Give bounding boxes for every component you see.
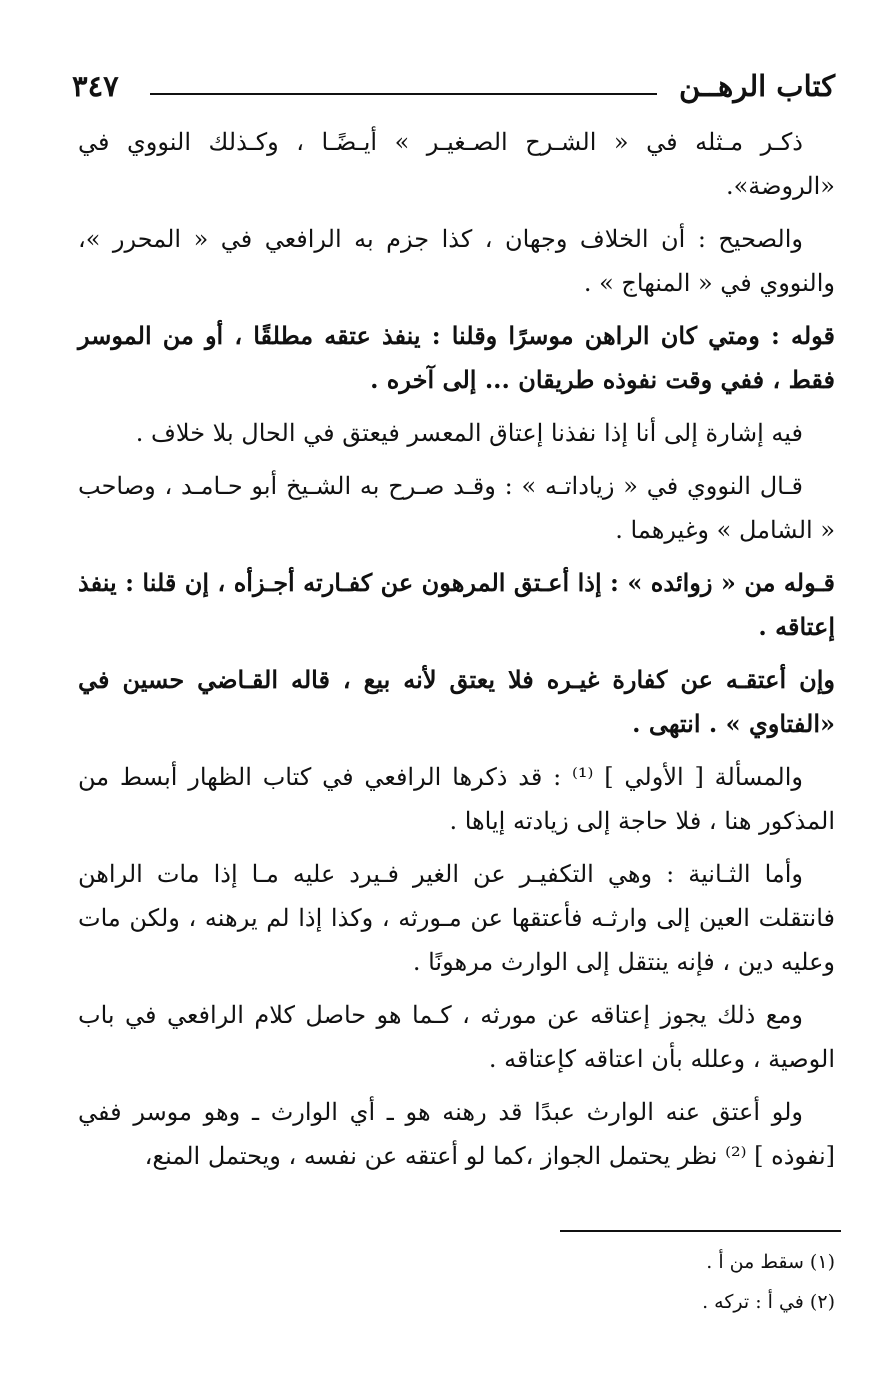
page-header	[72, 66, 835, 112]
header-rule	[150, 93, 657, 95]
paragraph: ذكـر مـثله في « الشـرح الصـغيـر » أيـضًـا ، وكـذلك النووي في «الروضة».	[78, 128, 835, 200]
page-number: ٣٤٧	[72, 69, 119, 103]
footnote: (٢) في أ : تركه .	[702, 1291, 835, 1313]
paragraph: قـال النووي في « زياداتـه » : وقـد صـرح به الشـيخ أبو حـامـد ، وصاحب « الشامل » وغيرهما .	[78, 472, 835, 544]
paragraph: والصحيح : أن الخلاف وجهان ، كذا جزم به الرافعي في « المحرر »، والنووي في « المنهاج » .	[78, 225, 835, 297]
paragraph: ولو أعتق عنه الوارث عبدًا قد رهنه هو ـ أي الوارث ـ وهو موسر ففي [نفوذه ] ⁽²⁾ نظر يحتمل الجواز ،كما لو أعتقه عن نفسه ، ويحتمل المنع،	[78, 1098, 835, 1170]
paragraph: وإن أعتقـه عن كفارة غيـره فلا يعتق لأنه بيع ، قاله القـاضي حسين في «الفتاوي » . انتهى .	[78, 665, 835, 738]
paragraph: قوله : ومتي كان الراهن موسرًا وقلنا : ينفذ عتقه مطلقًا ، أو من الموسر فقط ، ففي وقت نفوذه طريقان ... إلى آخره .	[78, 321, 835, 394]
footnotes	[78, 1242, 835, 1322]
paragraph: قـوله من « زوائده » : إذا أعـتق المرهون عن كفـارته أجـزأه ، إن قلنا : ينفذ إعتاقه .	[78, 568, 835, 641]
body-text	[78, 120, 835, 1187]
paragraph: وأما الثـانية : وهي التكفيـر عن الغير فـيرد عليه مـا إذا مات الراهن فانتقلت العين إلى وارثـه فأعتقها عن مـورثه ، وكذا إذا لم يرهنه ، ولكن مات وعليه دين ، فإنه ينتقل إلى الوارث مرهونًا .	[78, 860, 835, 976]
footnote: (١) سقط من أ .	[706, 1251, 835, 1273]
book-title: كتاب الرهــن	[678, 69, 835, 103]
paragraph: فيه إشارة إلى أنا إذا نفذنا إعتاق المعسر فيعتق في الحال بلا خلاف .	[135, 419, 803, 447]
paragraph: والمسألة [ الأولي ] ⁽¹⁾ : قد ذكرها الرافعي في كتاب الظهار أبسط من المذكور هنا ، فلا حاجة إلى زيادته إياها .	[78, 763, 835, 835]
paragraph: ومع ذلك يجوز إعتاقه عن مورثه ، كـما هو حاصل كلام الرافعي في باب الوصية ، وعلله بأن اعتاقه كإعتاقه .	[78, 1001, 835, 1073]
footnote-rule	[560, 1230, 841, 1232]
